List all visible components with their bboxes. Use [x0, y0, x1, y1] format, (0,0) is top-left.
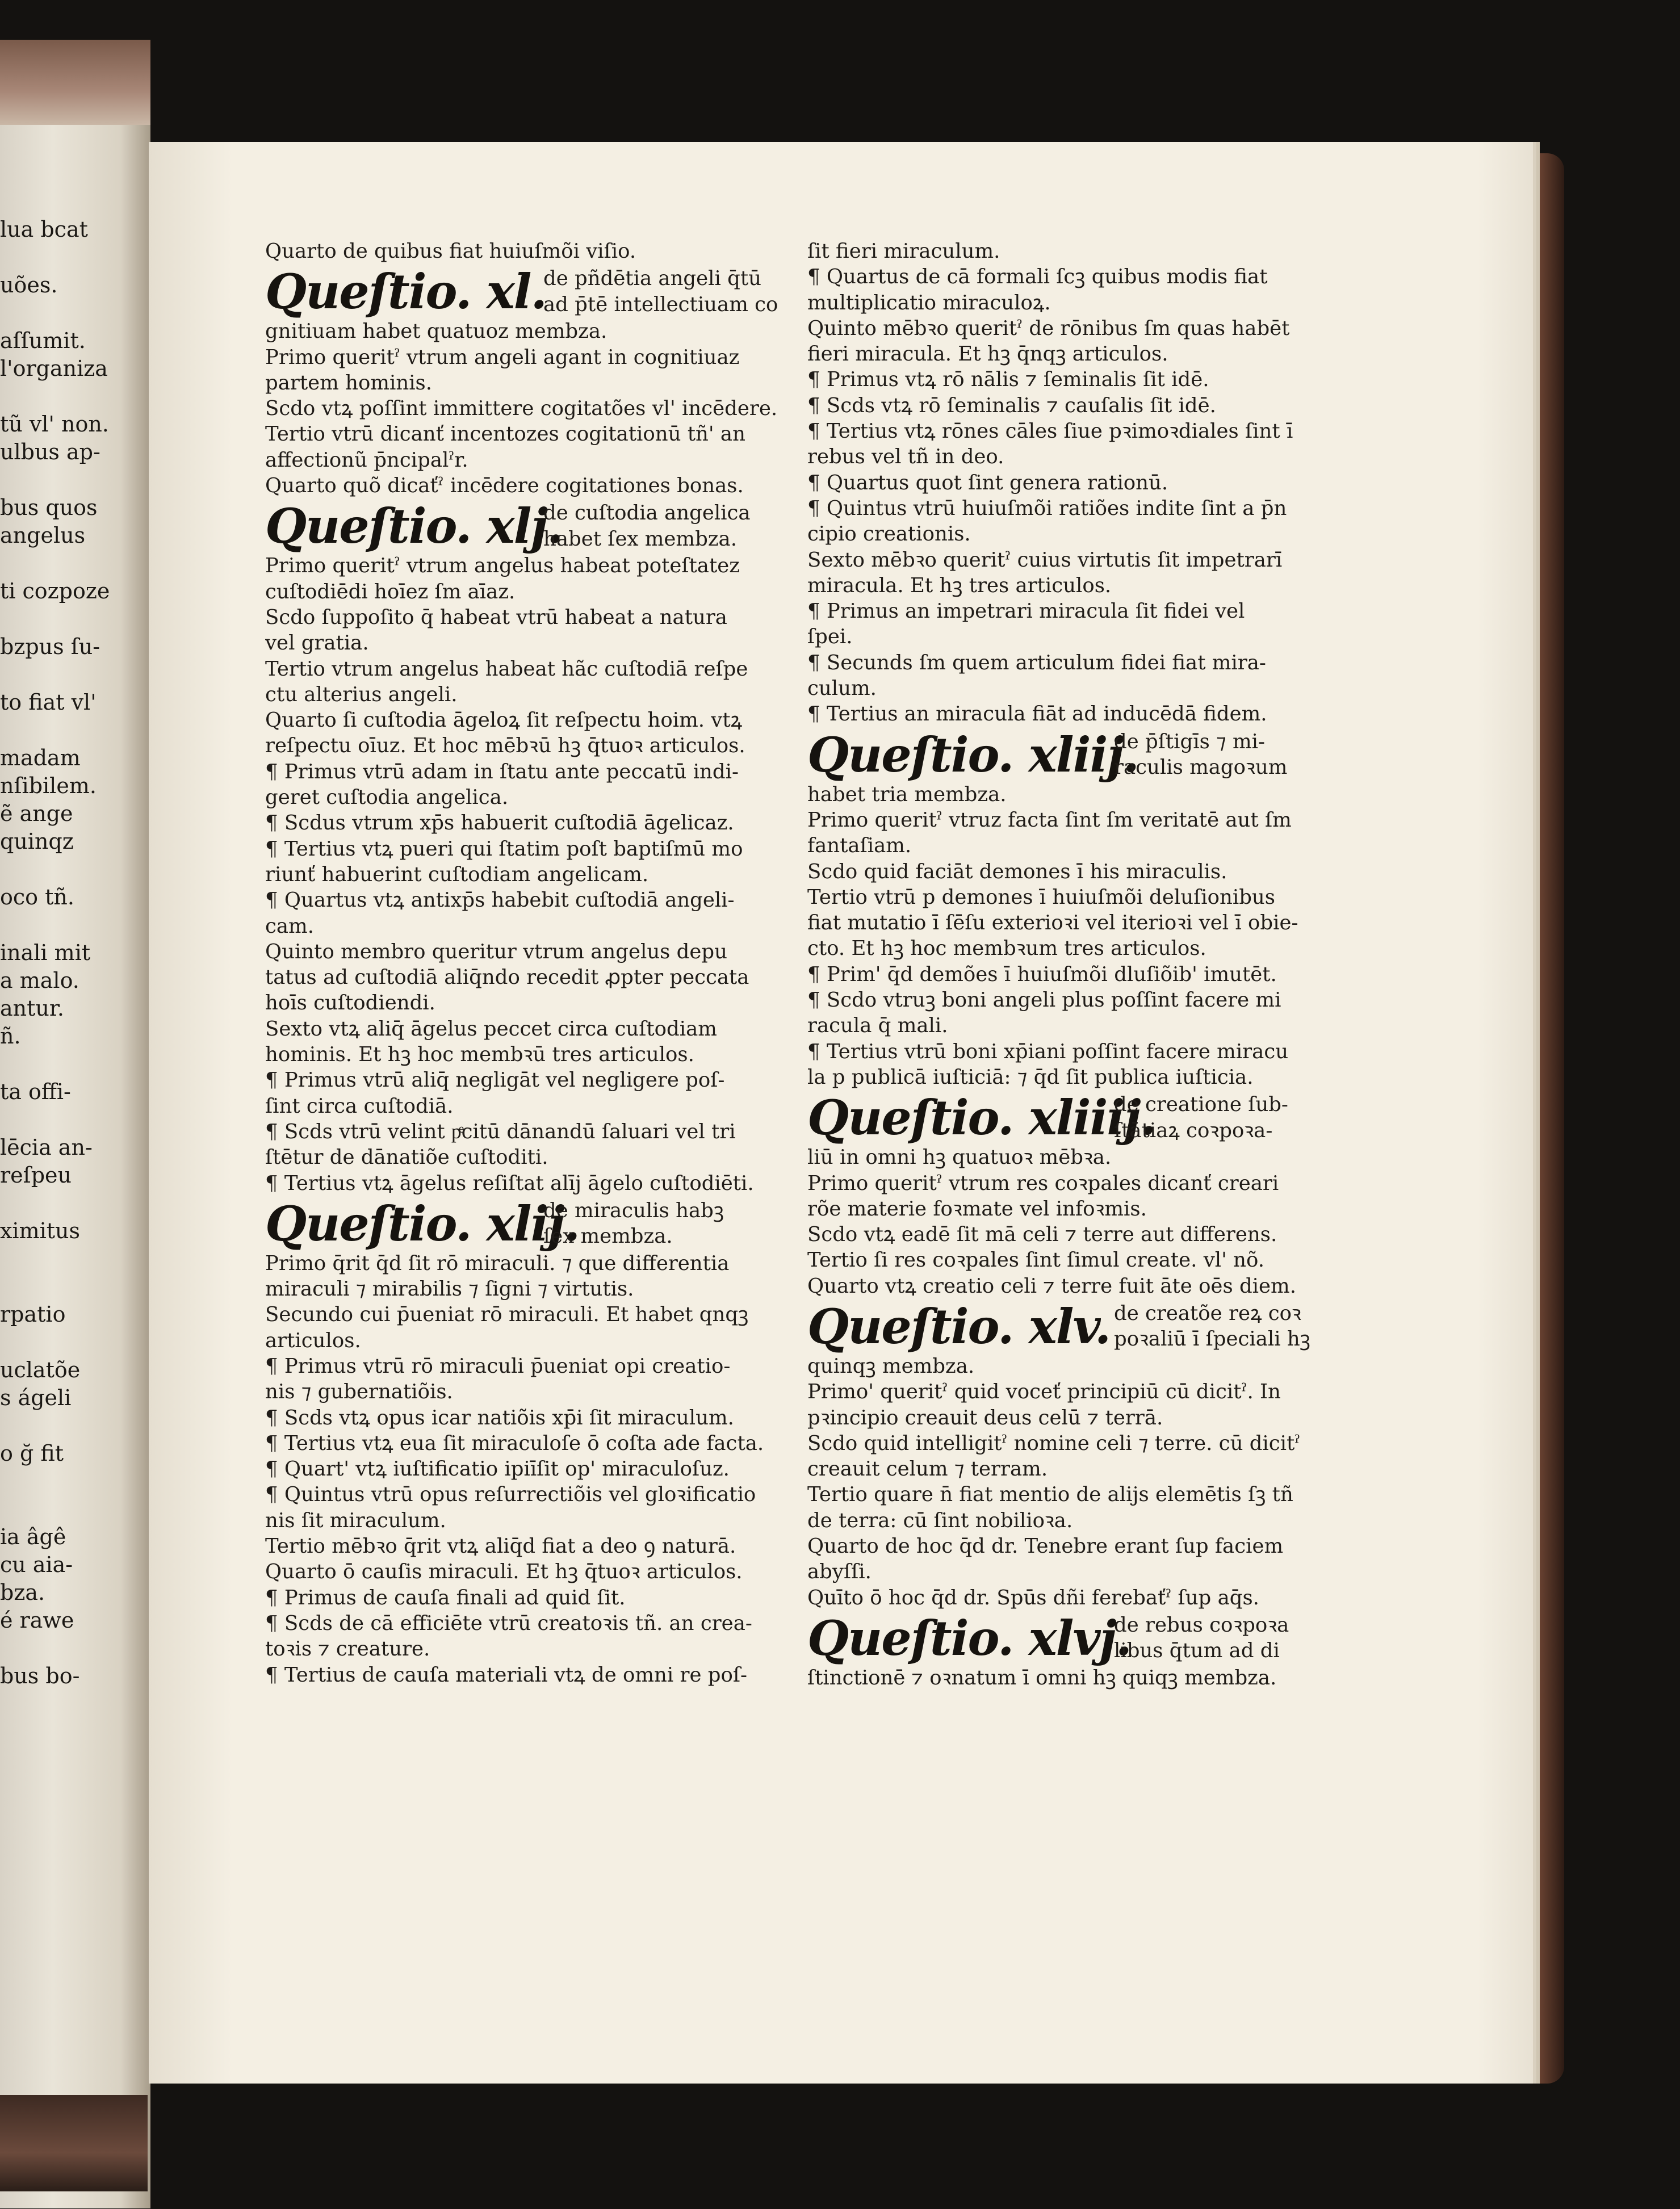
margin-fragment: ximitus [0, 1218, 81, 1243]
text-line: ¶ Scds de cā efficiēte vtrū creatoꝛis tñ. an crea- [265, 1611, 752, 1635]
margin-fragment: bus bo- [0, 1663, 80, 1688]
text-line: Primo queritˀ vtrum angeli agant in cognitiuaz [265, 345, 740, 369]
text-line: quinqꝫ membza. [807, 1354, 975, 1378]
text-line: Scdo ſuppoſito q̄ habeat vtrū habeat a natura [265, 605, 727, 629]
text-line: ¶ Tertius an miracula fiāt ad inducēdā fidem. [807, 702, 1267, 726]
question-subtitle-line: ſex membza. [543, 1225, 673, 1248]
binding-cap-bottom [0, 2095, 148, 2191]
text-line: Scdo vtꝝ eadē ſit mā celi ⁊ terre aut differens. [807, 1223, 1277, 1247]
text-line: ¶ Primus an impetrari miracula ſit fidei vel [807, 600, 1245, 623]
margin-fragment [0, 911, 131, 939]
margin-fragment: reſpeu [0, 1163, 72, 1188]
question-number: Queſtio. xliij. [807, 726, 1139, 783]
text-line: Quarto vtꝝ creatio celi ⁊ terre fuit āte oēs diem. [807, 1274, 1296, 1298]
text-line: pꝛincipio creauit deus celū ⁊ terrā. [807, 1406, 1163, 1430]
margin-fragment [0, 1634, 131, 1662]
text-line: hoīs cuſtodiendi. [265, 991, 435, 1015]
text-line: ¶ Quartus de cā formali ſcꝫ quibus modis fiat [807, 265, 1268, 289]
text-line: cam. [265, 914, 314, 938]
text-line: miracula. Et hꝫ tres articulos. [807, 573, 1112, 597]
text-line: articulos. [265, 1328, 361, 1352]
text-line: Quinto membro queritur vtrum angelus depu [265, 940, 728, 963]
question-subtitle-line: poꝛaliū ī ſpeciali hꝫ [1114, 1327, 1310, 1351]
text-line: ¶ Tertius vtꝝ āgelus reſiſtat alīj āgelo cuſtodiēti. [265, 1171, 754, 1195]
text-line: Tertio vtrum angelus habeat hãc cuſtodiā reſpe [265, 657, 748, 681]
text-line: ¶ Scds vtꝝ opus icar natiõis xp̄i ſit miraculum. [265, 1406, 734, 1430]
book-page [149, 142, 1533, 2084]
question-subtitle-line: de rebus coꝛpoꝛa [1114, 1613, 1289, 1637]
margin-fragment: madam [0, 745, 81, 770]
text-line: gnitiuam habet quatuoz membza. [265, 320, 608, 343]
text-line: toꝛis ⁊ creature. [265, 1637, 430, 1661]
text-line: riunť habuerint cuſtodiam angelicam. [265, 862, 649, 886]
question-number: Queſtio. xlj. [265, 498, 563, 555]
margin-fragment [0, 1189, 131, 1217]
text-line: multiplicatio miraculoꝝ. [807, 291, 1051, 315]
text-line: cto. Et hꝫ hoc membꝛum tres articulos. [807, 937, 1206, 961]
question-subtitle-line: habet ſex membza. [543, 527, 737, 551]
question-heading [265, 498, 793, 555]
text-line: hominis. Et hꝫ hoc membꝛū tres articulos. [265, 1043, 694, 1067]
margin-fragment: rpatio [0, 1302, 66, 1327]
margin-fragment: a malo. [0, 968, 79, 993]
margin-fragment: uões. [0, 273, 58, 297]
text-line: racula q̄ mali. [807, 1014, 948, 1038]
question-heading [265, 1195, 793, 1252]
margin-fragment [0, 1495, 131, 1523]
question-number: Queſtio. xlvj. [807, 1609, 1132, 1666]
text-line: ¶ Scds vtrū velint pͤcitū dānandū ſaluari vel tri [265, 1120, 736, 1143]
text-line: Tertio vtrū dicanť incentozes cogitationū tñ' an [265, 422, 745, 446]
question-number: Queſtio. xl. [265, 263, 546, 320]
text-line: rõe materie foꝛmate vel infoꝛmis. [807, 1197, 1147, 1221]
margin-fragment: é rawe [0, 1608, 74, 1633]
question-subtitle-line: de cuſtodia angelica [543, 501, 751, 525]
text-line: ſpei. [807, 625, 853, 649]
binding-cap-top [0, 40, 150, 125]
margin-fragment: cu aia- [0, 1552, 73, 1577]
text-line: habet tria membza. [807, 782, 1007, 806]
margin-fragment: ta offi- [0, 1079, 71, 1104]
question-heading [807, 1298, 1335, 1355]
text-line: ¶ Scdo vtruꝫ boni angeli plus poſſint facere mi [807, 988, 1281, 1012]
text-line: tatus ad cuſtodiā aliq̄ndo recedit ꝓpter peccata [265, 966, 749, 990]
text-line: Quarto de quibus fiat huiuſmõi viſio. [265, 240, 636, 263]
question-heading [807, 1089, 1335, 1146]
question-heading [807, 726, 1335, 783]
text-line: nis ſit miraculum. [265, 1508, 446, 1532]
text-line: geret cuſtodia angelica. [265, 786, 509, 810]
margin-fragment [0, 244, 131, 271]
text-line: cuſtodiēdi hoīez ſm aīaz. [265, 580, 516, 603]
text-line: Tertio ſi res coꝛpales ſint ſimul create. vl' nõ. [807, 1248, 1265, 1272]
margin-fragment [0, 1245, 131, 1273]
question-subtitle-line: ſtātiaꝝ coꝛpoꝛa- [1114, 1118, 1273, 1142]
text-line: liū in omni hꝫ quatuoꝛ mēbꝛa. [807, 1146, 1112, 1170]
margin-fragment: bus quos [0, 495, 98, 520]
text-line: ¶ Tertius de cauſa materiali vtꝝ de omni re poſ- [265, 1663, 748, 1687]
margin-fragment: o ğ fit [0, 1441, 64, 1466]
margin-fragment [0, 1106, 131, 1134]
text-line: ¶ Primus de cauſa finali ad quid ſit. [265, 1586, 626, 1609]
text-line: nis ⁊ gubernatiõis. [265, 1380, 453, 1404]
text-line: Scdo vtꝝ poſſint immittere cogitatões vl' incēdere. [265, 397, 778, 421]
text-line: ¶ Primus vtrū aliq̄ negligāt vel negligere poſ- [265, 1068, 725, 1092]
text-line: Quarto ſi cuſtodia āgeloꝝ ſit reſpectu hoim. vtꝝ [265, 709, 743, 732]
text-line: ¶ Primus vtꝝ rō nālis ⁊ ſeminalis ſit idē. [807, 368, 1209, 392]
margin-fragment: bzpus ſu- [0, 634, 100, 659]
margin-fragment [0, 1328, 131, 1356]
text-line: ¶ Quart' vtꝝ iuſtificatio ipiīſit op' miraculoſuz. [265, 1457, 730, 1481]
text-line: ſtētur de dānatiõe cuſtoditi. [265, 1146, 548, 1170]
margin-fragment: inali mit [0, 940, 91, 965]
margin-fragment: l'organiza [0, 356, 108, 381]
question-heading [807, 1609, 1335, 1666]
margin-fragment [0, 299, 131, 327]
text-line: culum. [807, 677, 877, 701]
question-number: Queſtio. xlv. [807, 1298, 1111, 1355]
text-line: ¶ Quintus vtrū opus reſurrectiõis vel gloꝛificatio [265, 1483, 756, 1507]
text-line: ſit fieri miraculum. [807, 240, 1000, 263]
text-line: vel gratia. [265, 631, 369, 655]
text-line: partem hominis. [265, 371, 433, 395]
margin-fragment [0, 1468, 131, 1495]
text-line: ctu alterius angeli. [265, 682, 458, 706]
margin-fragment [0, 856, 131, 883]
margin-fragment: bza. [0, 1580, 45, 1605]
margin-fragment [0, 661, 131, 689]
text-line: Sexto vtꝝ aliq̄ āgelus peccet circa cuſtodiam [265, 1017, 717, 1041]
text-line: ¶ Tertius vtꝝ pueri qui ſtatim poſt baptiſmū mo [265, 837, 743, 861]
text-line: Quarto de hoc q̄d dr. Tenebre erant ſup faciem [807, 1535, 1284, 1558]
text-line: ¶ Prim' q̄d demões ī huiuſmõi dluſiõib' imutēt. [807, 962, 1277, 986]
text-line: ¶ Tertius vtꝝ rōnes cāles ſiue pꝛimoꝛdiales ſint ī [807, 420, 1293, 443]
text-line: ¶ Tertius vtꝝ eua ſit miraculoſe ō coſta ade facta. [265, 1431, 764, 1455]
margin-fragment [0, 383, 131, 410]
margin-fragment [0, 1050, 131, 1078]
right-text-column [807, 238, 1335, 1691]
margin-fragment: lua bcat [0, 217, 88, 242]
text-line: Sexto mēbꝛo queritˀ cuius virtutis ſit impetrarī [807, 548, 1283, 572]
question-subtitle-line: de p̄ſtigīs ⁊ mi- [1114, 730, 1266, 753]
margin-fragment [0, 466, 131, 494]
text-line: abyſſi. [807, 1560, 872, 1584]
text-line: miraculi ⁊ mirabilis ⁊ ſigni ⁊ virtutis. [265, 1277, 634, 1301]
text-line: Scdo quid faciāt demones ī his miraculis. [807, 860, 1227, 883]
margin-fragment: ti cozpoze [0, 579, 110, 603]
text-line: affectionũ p̄ncipalˀr. [265, 448, 468, 472]
margin-fragment: antur. [0, 996, 64, 1021]
text-line: Quinto mēbꝛo queritˀ de rōnibus ſm quas habēt [807, 316, 1290, 340]
text-line: la p publicā iuſticiā: ⁊ q̄d ſit publica iuſticia. [807, 1065, 1254, 1089]
question-subtitle-line: raculis magoꝛum [1114, 755, 1288, 779]
text-line: ſint circa cuſtodiā. [265, 1094, 454, 1118]
text-line: fiat mutatio ī ſēſu exterioꝛi vel iterioꝛi vel ī obie- [807, 911, 1298, 935]
margin-fragment: oco tñ. [0, 885, 74, 909]
question-subtitle-line: de creatõe reꝝ coꝛ [1114, 1301, 1301, 1325]
left-text-column [265, 238, 793, 1688]
margin-fragment [0, 1412, 131, 1440]
text-line: Primo queritˀ vtruz facta ſint ſm veritatē aut ſm [807, 808, 1292, 832]
text-line: de terra: cū ſint nobilioꝛa. [807, 1508, 1073, 1532]
margin-fragment [0, 605, 131, 633]
text-line: Tertio mēbꝛo q̄rit vtꝝ aliq̄d fiat a deo ꝯ naturā. [265, 1535, 736, 1558]
text-line: Secundo cui p̄ueniat rō miraculi. Et habet qnqꝫ [265, 1303, 749, 1327]
text-line: ¶ Scdus vtrum xp̄s habuerit cuſtodiā āgelicaz. [265, 811, 734, 835]
margin-fragment [0, 716, 131, 744]
margin-fragment: nſibilem. [0, 773, 97, 798]
text-line: ¶ Scds vtꝝ rō ſeminalis ⁊ cauſalis ſit idē. [807, 393, 1216, 417]
text-line: Primo queritˀ vtrum res coꝛpales dicanť creari [807, 1171, 1279, 1195]
text-line: Primo queritˀ vtrum angelus habeat poteſtatez [265, 554, 740, 578]
text-line: reſpectu oīuz. Et hoc mēbꝛū hꝫ q̄tuoꝛ articulos. [265, 734, 745, 758]
question-number: Queſtio. xlij. [265, 1195, 580, 1252]
question-subtitle-line: de pñdētia angeli q̄tū [543, 267, 762, 291]
margin-fragment: angelus [0, 523, 86, 548]
text-line: fantaſiam. [807, 834, 912, 858]
margin-fragment: aſſumit. [0, 328, 86, 353]
margin-fragment: lēcia an- [0, 1135, 93, 1160]
text-line: creauit celum ⁊ terram. [807, 1457, 1048, 1481]
text-line: ¶ Quintus vtrū huiuſmõi ratiões indite ſint a p̄n [807, 496, 1287, 520]
text-line: Primo' queritˀ quid voceť principiū cū dicitˀ. In [807, 1380, 1281, 1404]
margin-fragment: ia âgê [0, 1524, 66, 1549]
margin-fragment: tũ vl' non. [0, 412, 109, 437]
text-line: Primo q̄rit q̄d ſit rō miraculi. ⁊ que differentia [265, 1251, 730, 1275]
margin-fragment: uclatõe [0, 1357, 81, 1382]
margin-fragment: ulbus ap- [0, 439, 100, 464]
text-line: ſtinctionē ⁊ oꝛnatum ī omni hꝫ quiqꝫ membza. [807, 1666, 1277, 1690]
previous-page-margin-text [0, 216, 131, 1690]
question-number: Queſtio. xliiij. [807, 1089, 1155, 1146]
text-line: ¶ Quartus vtꝝ antixp̄s habebit cuſtodiā angeli- [265, 888, 735, 912]
text-line: Tertio quare n̄ fiat mentio de alijs elemētis ſꝫ tñ [807, 1483, 1293, 1507]
question-subtitle-line: ad p̄tē intellectiuam co [543, 292, 778, 316]
text-line: Scdo quid intelligitˀ nomine celi ⁊ terre. cū dicitˀ [807, 1431, 1301, 1455]
margin-fragment: ñ. [0, 1024, 21, 1049]
text-line: rebus vel tñ in deo. [807, 445, 1004, 469]
text-line: ¶ Primus vtrū adam in ſtatu ante peccatū indi- [265, 760, 739, 783]
margin-fragment: s ágeli [0, 1385, 72, 1410]
text-line: Quarto quõ dicaťˀ incēdere cogitationes bonas. [265, 474, 744, 498]
text-line: ¶ Tertius vtrū boni xp̄iani poſſint facere miracu [807, 1039, 1289, 1063]
margin-fragment [0, 550, 131, 577]
text-line: ¶ Secunds ſm quem articulum fidei fiat mira- [807, 651, 1266, 674]
margin-fragment: quinqz [0, 829, 74, 854]
text-line: Quarto ō cauſis miraculi. Et hꝫ q̄tuoꝛ articulos. [265, 1560, 743, 1584]
text-line: Quīto ō hoc q̄d dr. Spūs dñi ferebaťˀ ſup aq̄s. [807, 1586, 1259, 1609]
question-heading [265, 263, 793, 320]
text-line: cipio creationis. [807, 522, 971, 546]
question-subtitle-line: de miraculis habꝫ [543, 1198, 724, 1222]
question-subtitle-line: de creatione ſub- [1114, 1093, 1288, 1117]
text-line: fieri miracula. Et hꝫ q̄nqꝫ articulos. [807, 342, 1168, 366]
margin-fragment [0, 1273, 131, 1301]
text-line: ¶ Quartus quot ſint genera rationū. [807, 471, 1168, 494]
text-line: ¶ Primus vtrū rō miraculi p̄ueniat opi creatio- [265, 1354, 731, 1378]
margin-fragment: ẽ ange [0, 801, 73, 826]
text-line: Tertio vtrū p demones ī huiuſmõi deluſionibus [807, 885, 1276, 909]
margin-fragment: to fiat vl' [0, 690, 97, 715]
question-subtitle-line: libus q̄tum ad di [1114, 1639, 1280, 1663]
